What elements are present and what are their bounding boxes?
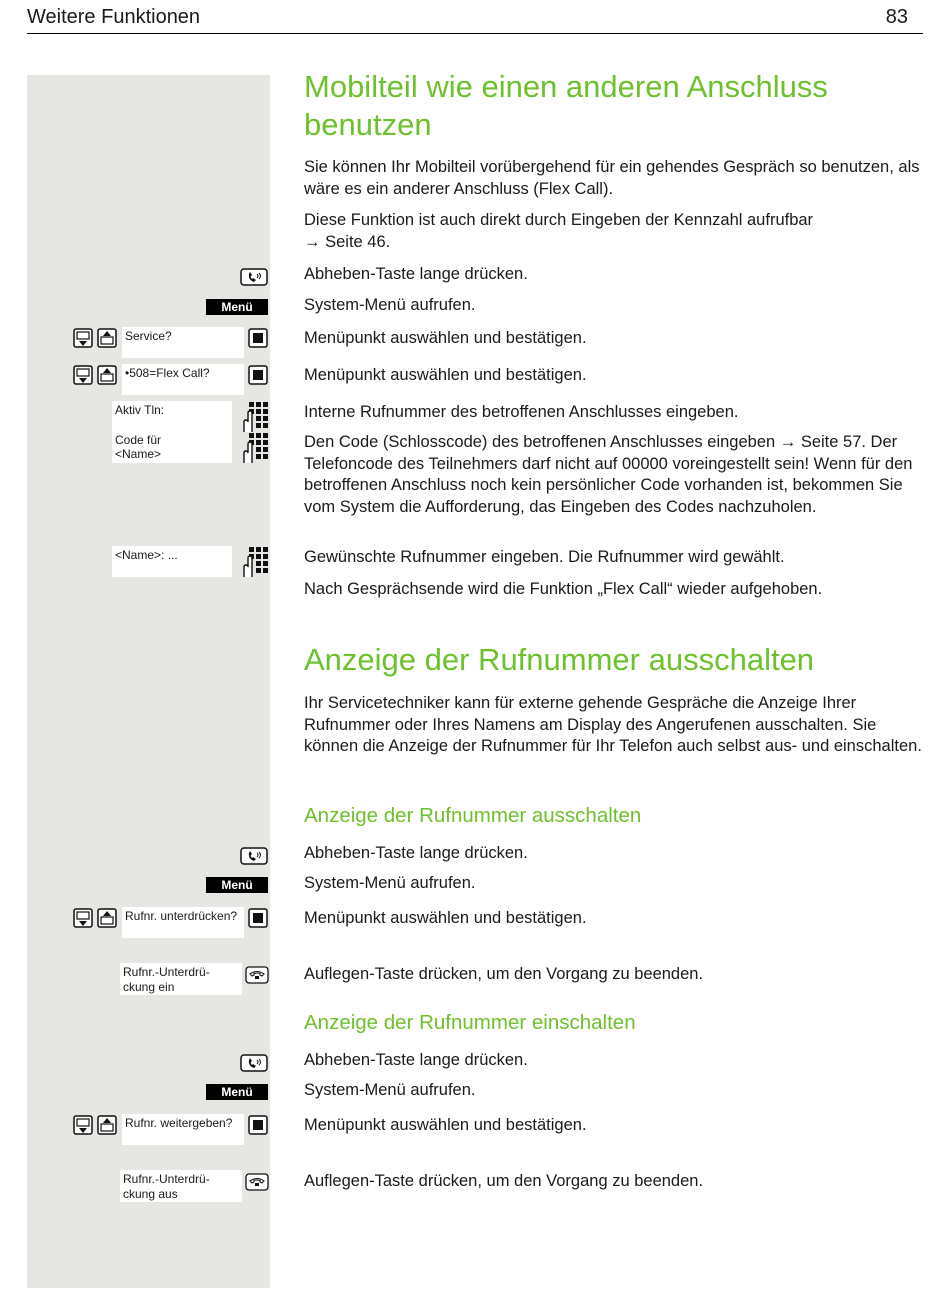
header-rule: [27, 33, 923, 34]
nav-up-icon: [97, 1115, 117, 1135]
offhook-key-icon: [240, 1054, 268, 1072]
ok-key-icon: [248, 328, 268, 348]
ok-key-icon: [248, 365, 268, 385]
page-number: 83: [885, 6, 908, 28]
step-select-flex-call: Menüpunkt auswählen und bestätigen.: [304, 366, 587, 384]
menu-key: Menü: [206, 299, 268, 315]
off-step-select: Menüpunkt auswählen und bestätigen.: [304, 909, 587, 927]
off-step-onhook: Auflegen-Taste drücken, um den Vorgang zu beenden.: [304, 965, 704, 983]
keypad-hand-icon: [241, 401, 269, 433]
offhook-key-icon: [240, 268, 268, 286]
display-suppression-on: [120, 963, 242, 995]
on-step-onhook: Auflegen-Taste drücken, um den Vorgang zu beenden.: [304, 1172, 704, 1190]
intro-paragraph-2-text: Diese Funktion ist auch direkt durch Eingeben der Kennzahl aufrufbar: [304, 211, 814, 229]
display-code-line1: Code für: [115, 432, 162, 447]
step-select-service: Menüpunkt auswählen und bestätigen.: [304, 329, 587, 347]
ok-key-icon: [248, 1115, 268, 1135]
outro-paragraph: Nach Gesprächsende wird die Funktion „Flex Call“ wieder aufgehoben.: [304, 580, 823, 598]
step-enter-code: Den Code (Schlosscode) des betroffenen Anschlusses eingeben → Seite 57. Der Telefoncode des Teilnehmers darf nicht auf 00000 voreingestellt sein! Wenn für den betroffenen Anschluss noch kein persönlicher Code vorhanden ist, bekommen Sie vom System die Aufforderung, das Eingeben des Codes nachzuholen.: [304, 433, 913, 516]
offhook-key-icon: [240, 847, 268, 865]
menu-key: Menü: [206, 877, 268, 893]
display-aktiv-code: [112, 401, 232, 463]
onhook-key-icon: [245, 1173, 269, 1191]
arrow-right-icon: →: [304, 232, 321, 251]
display-suppression-off-line1: Rufnr.-Unterdrü-: [123, 1172, 210, 1186]
margin-column: [27, 75, 270, 1288]
nav-down-icon: [73, 328, 93, 348]
display-suppress-number: Rufnr. unterdrücken?: [122, 907, 244, 938]
subsection-title-on: Anzeige der Rufnummer einschalten: [304, 1011, 636, 1034]
keypad-hand-icon: [241, 546, 269, 578]
nav-up-icon: [97, 908, 117, 928]
nav-down-icon: [73, 908, 93, 928]
display-suppression-off-line2: ckung aus: [123, 1186, 178, 1201]
display-send-number: Rufnr. weitergeben?: [122, 1114, 244, 1145]
menu-key: Menü: [206, 1084, 268, 1100]
display-service: Service?: [122, 327, 244, 358]
intro-paragraph-1: Sie können Ihr Mobilteil vorübergehend für ein gehendes Gespräch so benutzen, als wäre es ein anderer Anschluss (Flex Call).: [304, 158, 920, 198]
nav-down-icon: [73, 1115, 93, 1135]
step-system-menu: System-Menü aufrufen.: [304, 296, 476, 314]
display-aktiv: Aktiv Tln:: [115, 403, 165, 417]
nav-up-icon: [97, 365, 117, 385]
display-name-number: <Name>: ...: [112, 546, 232, 577]
ok-key-icon: [248, 908, 268, 928]
display-code-line2: <Name>: [115, 447, 162, 461]
on-step-system-menu: System-Menü aufrufen.: [304, 1081, 476, 1099]
on-step-offhook: Abheben-Taste lange drücken.: [304, 1051, 528, 1069]
step-offhook: Abheben-Taste lange drücken.: [304, 265, 528, 283]
section-title-flex-call: Mobilteil wie einen anderen Anschluss benutzen: [304, 69, 828, 142]
display-flex-call: •508=Flex Call?: [122, 364, 244, 395]
subsection-title-off: Anzeige der Rufnummer ausschalten: [304, 804, 642, 827]
nav-up-icon: [97, 328, 117, 348]
nav-down-icon: [73, 365, 93, 385]
off-step-system-menu: System-Menü aufrufen.: [304, 874, 476, 892]
on-step-select: Menüpunkt auswählen und bestätigen.: [304, 1116, 587, 1134]
running-header-title: Weitere Funktionen: [27, 6, 201, 28]
display-suppression-on-line1: Rufnr.-Unterdrü-: [123, 965, 210, 979]
keypad-hand-icon: [241, 432, 269, 464]
onhook-key-icon: [245, 966, 269, 984]
page-reference: Seite 46.: [325, 232, 391, 251]
section-title-caller-id: Anzeige der Rufnummer ausschalten: [304, 642, 815, 677]
step-dial-number: Gewünschte Rufnummer eingeben. Die Rufnummer wird gewählt.: [304, 548, 785, 566]
intro-paragraph-2: [304, 210, 922, 253]
step-enter-number: Interne Rufnummer des betroffenen Anschlusses eingeben.: [304, 403, 739, 421]
display-suppression-off: [120, 1170, 242, 1202]
display-suppression-on-line2: ckung ein: [123, 979, 175, 994]
off-step-offhook: Abheben-Taste lange drücken.: [304, 844, 528, 862]
caller-id-intro: Ihr Servicetechniker kann für externe gehende Gespräche die Anzeige Ihrer Rufnummer oder Ihres Namens am Display des Angerufenen ausschalten. Sie können die Anzeige der Rufnummer für Ihr Telefon auch selbst aus- und einschalten.: [304, 694, 922, 755]
